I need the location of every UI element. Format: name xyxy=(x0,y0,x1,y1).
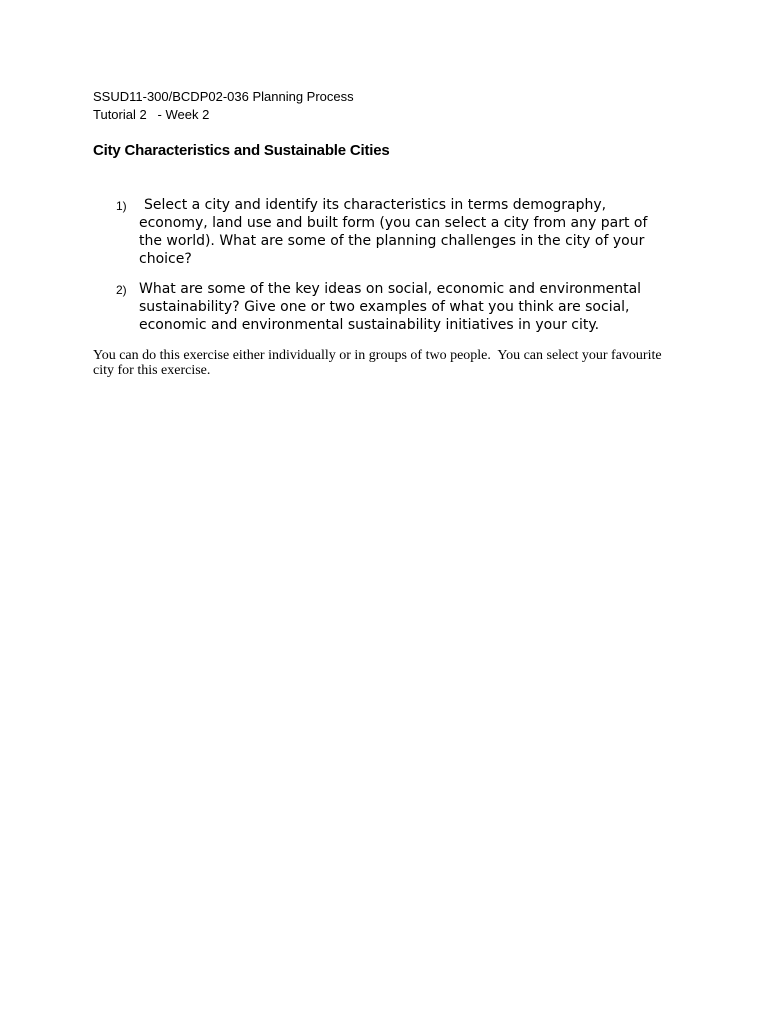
exercise-note: You can do this exercise either individually or in groups of two people. You can select your favourite city for this exercise. xyxy=(93,348,666,378)
course-code-line: SSUD11-300/BCDP02-036 Planning Process xyxy=(93,89,354,104)
question-text: What are some of the key ideas on social, economic and environmental sustainability? Give one or two examples of what you think are social, economic and environmental sustainability initiatives in your city. xyxy=(139,281,642,333)
question-number: 2) xyxy=(116,283,127,297)
question-number: 1) xyxy=(116,199,127,213)
tutorial-week-line: Tutorial 2 - Week 2 xyxy=(93,107,210,122)
question-item-2 xyxy=(93,280,673,334)
question-text: Select a city and identify its characteristics in terms demography, economy, land use and built form (you can select a city from any part of the world). What are some of the planning challenges in the city of your choice? xyxy=(139,197,648,267)
document-title: City Characteristics and Sustainable Cities xyxy=(93,142,390,159)
question-list xyxy=(93,196,673,334)
question-item-1 xyxy=(93,196,673,268)
